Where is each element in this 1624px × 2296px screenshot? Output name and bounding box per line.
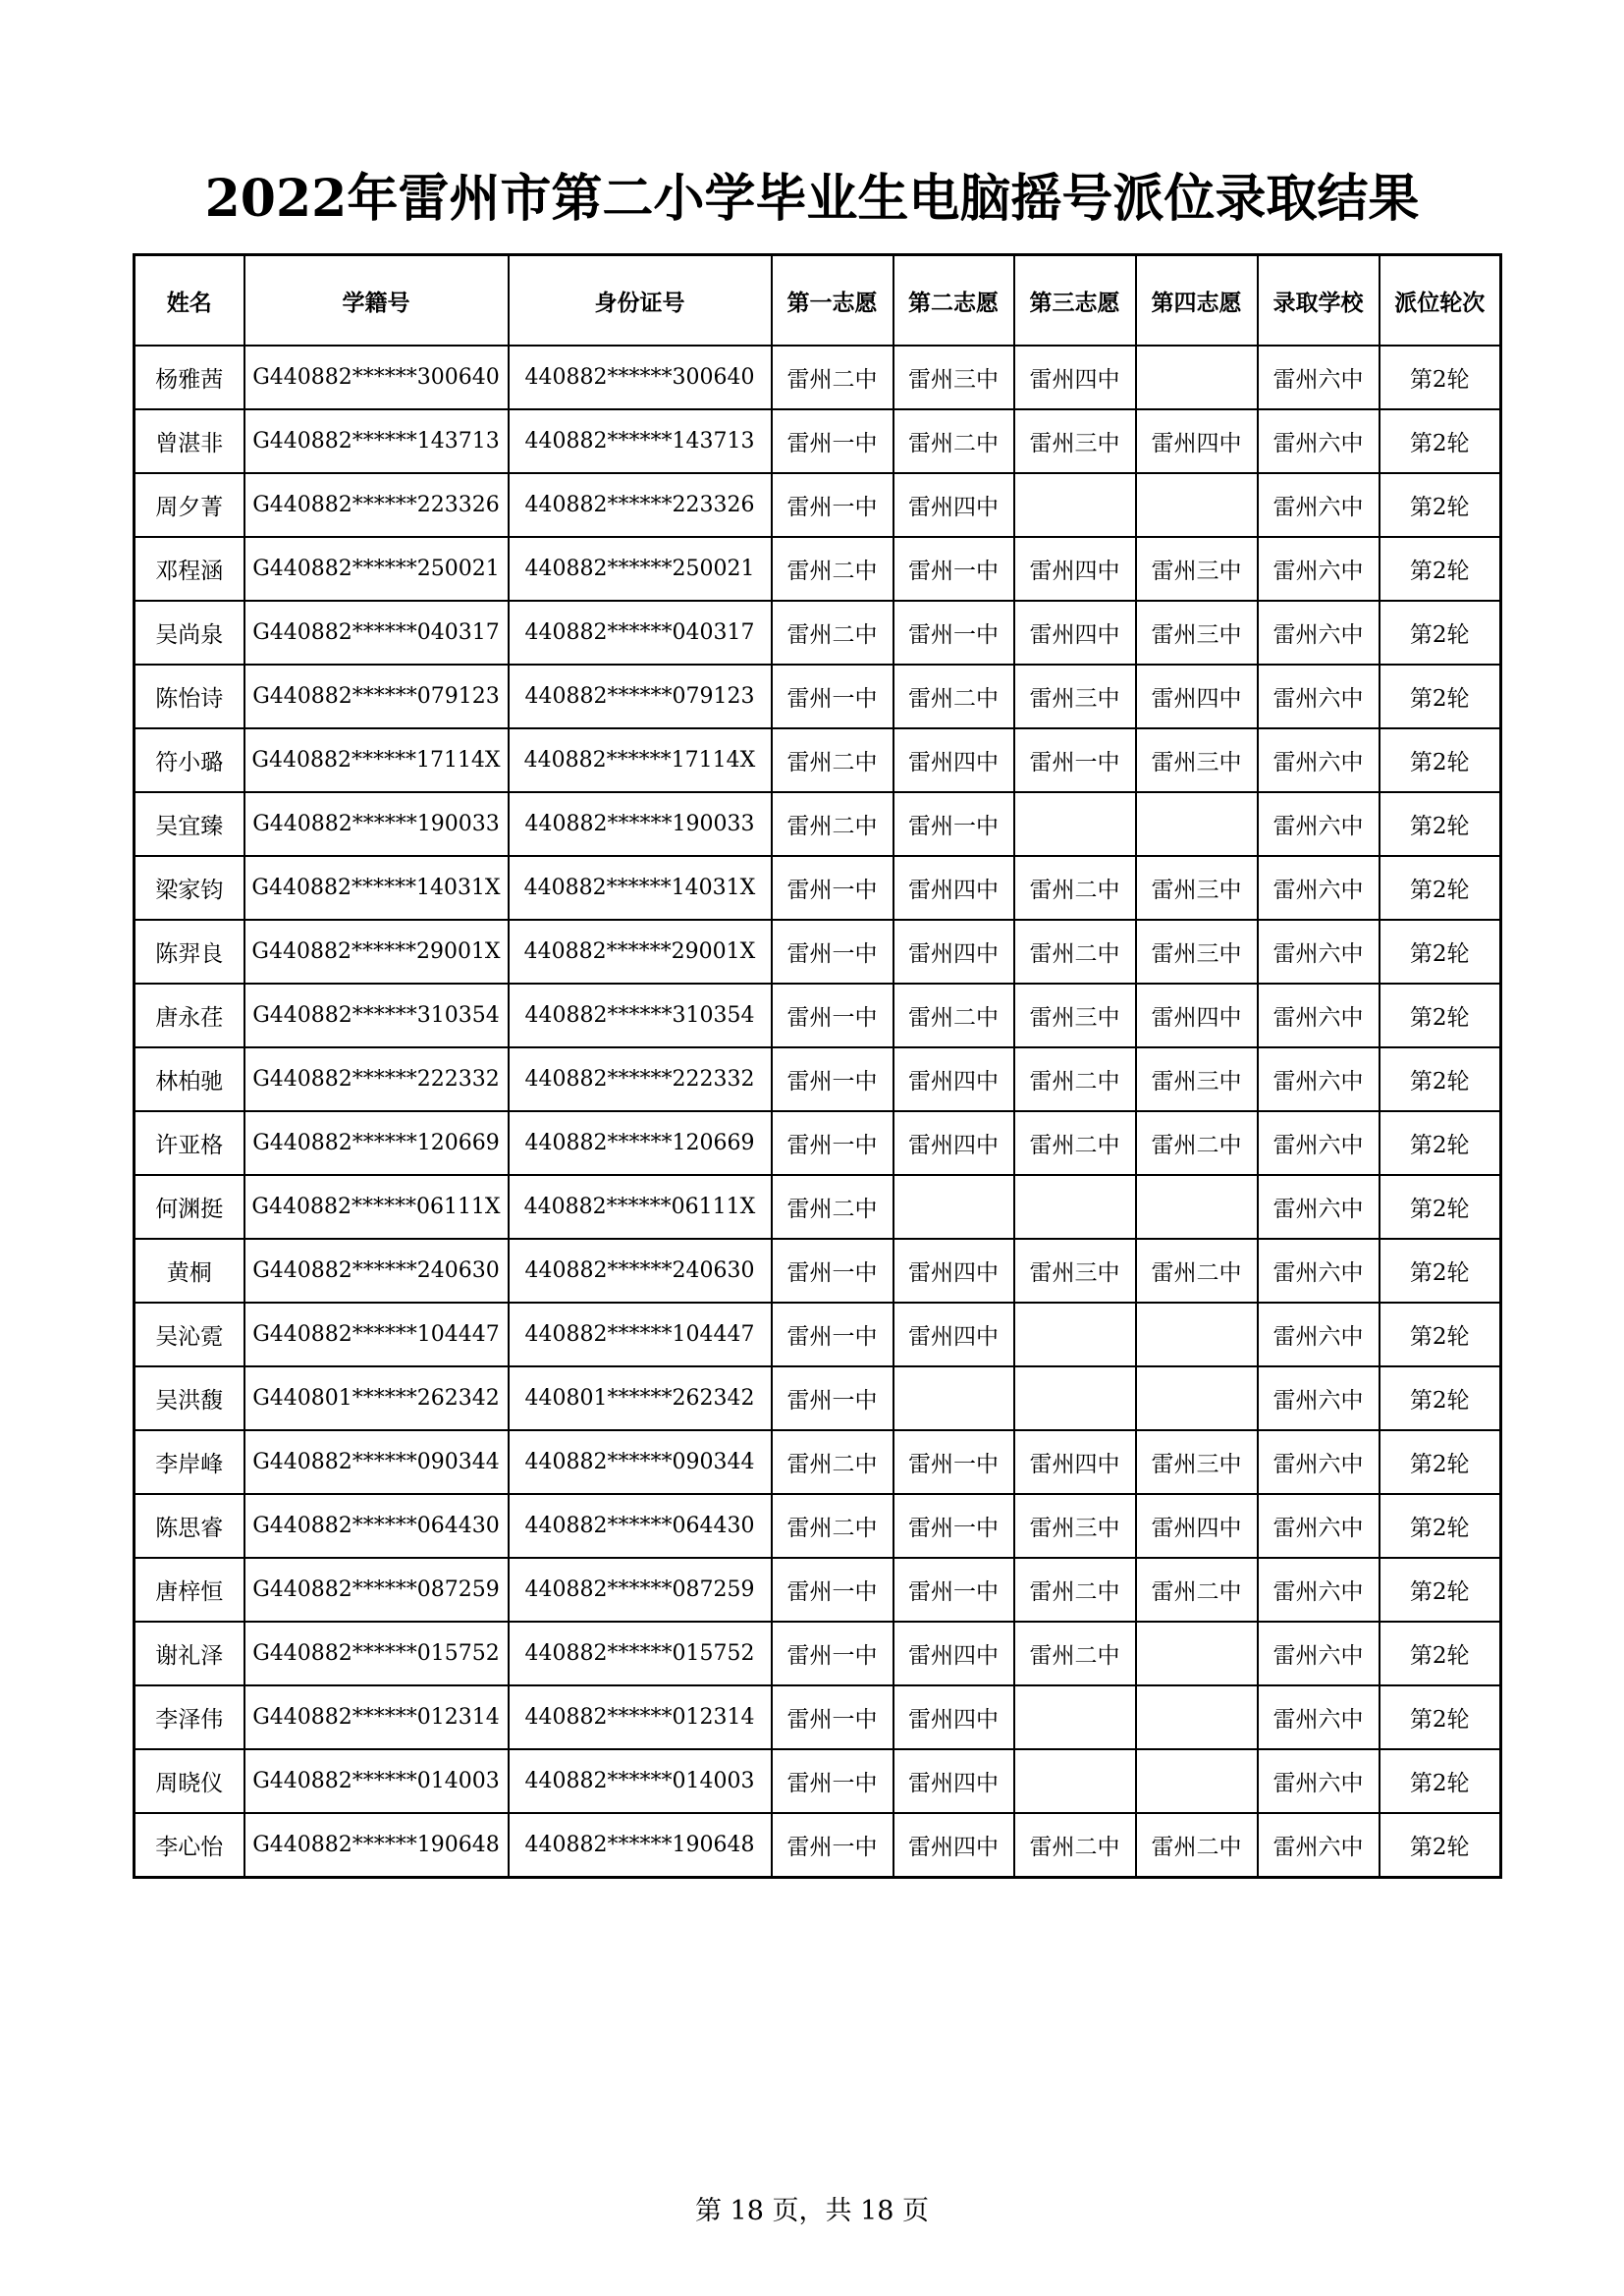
cell-admitted-school: 雷州六中 bbox=[1258, 984, 1380, 1047]
cell-choice-2: 雷州四中 bbox=[893, 1047, 1014, 1111]
cell-student-name: 陈怡诗 bbox=[135, 665, 244, 728]
cell-student-name: 许亚格 bbox=[135, 1111, 244, 1175]
cell-round: 第2轮 bbox=[1380, 1622, 1501, 1685]
admission-results-table bbox=[133, 253, 1502, 1879]
cell-choice-4 bbox=[1136, 1175, 1258, 1239]
cell-round: 第2轮 bbox=[1380, 537, 1501, 601]
cell-choice-4 bbox=[1136, 346, 1258, 409]
cell-admitted-school: 雷州六中 bbox=[1258, 1813, 1380, 1878]
cell-choice-4: 雷州二中 bbox=[1136, 1239, 1258, 1303]
cell-choice-1: 雷州二中 bbox=[772, 1494, 893, 1558]
cell-choice-1: 雷州二中 bbox=[772, 346, 893, 409]
cell-round: 第2轮 bbox=[1380, 1175, 1501, 1239]
cell-round: 第2轮 bbox=[1380, 1749, 1501, 1813]
cell-admitted-school: 雷州六中 bbox=[1258, 1749, 1380, 1813]
page-title: 2022年雷州市第二小学毕业生电脑摇号派位录取结果 bbox=[204, 169, 1420, 229]
cell-student-name: 李心怡 bbox=[135, 1813, 244, 1878]
cell-choice-4 bbox=[1136, 1303, 1258, 1366]
cell-choice-3: 雷州二中 bbox=[1014, 1813, 1136, 1878]
table-row bbox=[135, 1047, 1501, 1111]
cell-choice-1: 雷州一中 bbox=[772, 1558, 893, 1622]
cell-choice-1: 雷州一中 bbox=[772, 856, 893, 920]
cell-choice-3: 雷州一中 bbox=[1014, 728, 1136, 792]
cell-student-id: G440882******300640 bbox=[244, 346, 509, 409]
cell-choice-3: 雷州三中 bbox=[1014, 409, 1136, 473]
cell-choice-2: 雷州四中 bbox=[893, 1111, 1014, 1175]
header-choice-4: 第四志愿 bbox=[1136, 255, 1258, 347]
cell-choice-3: 雷州四中 bbox=[1014, 346, 1136, 409]
table-row bbox=[135, 856, 1501, 920]
cell-round: 第2轮 bbox=[1380, 1685, 1501, 1749]
cell-admitted-school: 雷州六中 bbox=[1258, 665, 1380, 728]
cell-id-card: 440882******17114X bbox=[509, 728, 772, 792]
cell-student-name: 唐永荏 bbox=[135, 984, 244, 1047]
cell-admitted-school: 雷州六中 bbox=[1258, 1303, 1380, 1366]
cell-admitted-school: 雷州六中 bbox=[1258, 1239, 1380, 1303]
cell-round: 第2轮 bbox=[1380, 665, 1501, 728]
cell-choice-3: 雷州二中 bbox=[1014, 1111, 1136, 1175]
cell-choice-4: 雷州二中 bbox=[1136, 1111, 1258, 1175]
cell-round: 第2轮 bbox=[1380, 1430, 1501, 1494]
cell-id-card: 440882******104447 bbox=[509, 1303, 772, 1366]
table-row bbox=[135, 473, 1501, 537]
cell-admitted-school: 雷州六中 bbox=[1258, 601, 1380, 665]
cell-student-id: G440882******087259 bbox=[244, 1558, 509, 1622]
cell-admitted-school: 雷州六中 bbox=[1258, 792, 1380, 856]
cell-choice-4: 雷州三中 bbox=[1136, 856, 1258, 920]
cell-round: 第2轮 bbox=[1380, 1303, 1501, 1366]
cell-id-card: 440882******06111X bbox=[509, 1175, 772, 1239]
cell-admitted-school: 雷州六中 bbox=[1258, 409, 1380, 473]
cell-student-name: 吴洪馥 bbox=[135, 1366, 244, 1430]
cell-student-name: 陈羿良 bbox=[135, 920, 244, 984]
cell-choice-2: 雷州四中 bbox=[893, 1239, 1014, 1303]
cell-round: 第2轮 bbox=[1380, 1111, 1501, 1175]
cell-round: 第2轮 bbox=[1380, 409, 1501, 473]
cell-choice-2: 雷州二中 bbox=[893, 984, 1014, 1047]
cell-student-name: 符小璐 bbox=[135, 728, 244, 792]
cell-id-card: 440882******250021 bbox=[509, 537, 772, 601]
cell-admitted-school: 雷州六中 bbox=[1258, 1111, 1380, 1175]
table-row bbox=[135, 346, 1501, 409]
cell-student-id: G440882******190648 bbox=[244, 1813, 509, 1878]
cell-student-id: G440882******223326 bbox=[244, 473, 509, 537]
cell-choice-3 bbox=[1014, 473, 1136, 537]
table-row bbox=[135, 1685, 1501, 1749]
cell-admitted-school: 雷州六中 bbox=[1258, 1494, 1380, 1558]
cell-id-card: 440882******014003 bbox=[509, 1749, 772, 1813]
cell-student-name: 黄桐 bbox=[135, 1239, 244, 1303]
cell-choice-3: 雷州四中 bbox=[1014, 537, 1136, 601]
cell-student-id: G440882******310354 bbox=[244, 984, 509, 1047]
cell-student-id: G440882******250021 bbox=[244, 537, 509, 601]
cell-round: 第2轮 bbox=[1380, 346, 1501, 409]
cell-student-id: G440882******17114X bbox=[244, 728, 509, 792]
cell-choice-3 bbox=[1014, 1749, 1136, 1813]
cell-choice-3 bbox=[1014, 1685, 1136, 1749]
cell-admitted-school: 雷州六中 bbox=[1258, 473, 1380, 537]
cell-choice-4 bbox=[1136, 473, 1258, 537]
cell-round: 第2轮 bbox=[1380, 1558, 1501, 1622]
cell-choice-2: 雷州四中 bbox=[893, 1685, 1014, 1749]
cell-choice-4: 雷州三中 bbox=[1136, 1047, 1258, 1111]
table-row bbox=[135, 1749, 1501, 1813]
cell-admitted-school: 雷州六中 bbox=[1258, 1430, 1380, 1494]
cell-choice-4: 雷州三中 bbox=[1136, 537, 1258, 601]
cell-student-name: 唐梓恒 bbox=[135, 1558, 244, 1622]
cell-student-name: 李岸峰 bbox=[135, 1430, 244, 1494]
cell-choice-2: 雷州四中 bbox=[893, 473, 1014, 537]
cell-id-card: 440882******143713 bbox=[509, 409, 772, 473]
cell-id-card: 440801******262342 bbox=[509, 1366, 772, 1430]
cell-student-id: G440882******015752 bbox=[244, 1622, 509, 1685]
header-choice-1: 第一志愿 bbox=[772, 255, 893, 347]
cell-student-id: G440801******262342 bbox=[244, 1366, 509, 1430]
cell-admitted-school: 雷州六中 bbox=[1258, 346, 1380, 409]
cell-choice-3: 雷州三中 bbox=[1014, 665, 1136, 728]
cell-round: 第2轮 bbox=[1380, 728, 1501, 792]
header-choice-3: 第三志愿 bbox=[1014, 255, 1136, 347]
table-row bbox=[135, 1622, 1501, 1685]
cell-id-card: 440882******079123 bbox=[509, 665, 772, 728]
cell-choice-4: 雷州三中 bbox=[1136, 1430, 1258, 1494]
cell-choice-2: 雷州四中 bbox=[893, 856, 1014, 920]
cell-choice-2: 雷州一中 bbox=[893, 1494, 1014, 1558]
cell-choice-1: 雷州一中 bbox=[772, 1111, 893, 1175]
table-row bbox=[135, 601, 1501, 665]
cell-student-name: 曾湛非 bbox=[135, 409, 244, 473]
cell-student-name: 吴宜臻 bbox=[135, 792, 244, 856]
cell-choice-1: 雷州一中 bbox=[772, 1303, 893, 1366]
cell-choice-1: 雷州一中 bbox=[772, 1366, 893, 1430]
cell-choice-2: 雷州四中 bbox=[893, 1303, 1014, 1366]
cell-choice-2: 雷州一中 bbox=[893, 1430, 1014, 1494]
cell-choice-2: 雷州四中 bbox=[893, 1813, 1014, 1878]
table-body bbox=[135, 346, 1501, 1878]
cell-choice-4 bbox=[1136, 1749, 1258, 1813]
cell-round: 第2轮 bbox=[1380, 1366, 1501, 1430]
cell-choice-3 bbox=[1014, 1366, 1136, 1430]
cell-student-id: G440882******190033 bbox=[244, 792, 509, 856]
cell-admitted-school: 雷州六中 bbox=[1258, 1175, 1380, 1239]
cell-round: 第2轮 bbox=[1380, 792, 1501, 856]
cell-choice-4: 雷州二中 bbox=[1136, 1558, 1258, 1622]
cell-choice-3 bbox=[1014, 1303, 1136, 1366]
table-row bbox=[135, 1558, 1501, 1622]
cell-choice-1: 雷州一中 bbox=[772, 1239, 893, 1303]
cell-student-id: G440882******040317 bbox=[244, 601, 509, 665]
table-row bbox=[135, 1366, 1501, 1430]
cell-choice-4 bbox=[1136, 1685, 1258, 1749]
table-row bbox=[135, 1111, 1501, 1175]
cell-student-name: 李泽伟 bbox=[135, 1685, 244, 1749]
cell-round: 第2轮 bbox=[1380, 1047, 1501, 1111]
cell-choice-3: 雷州二中 bbox=[1014, 856, 1136, 920]
cell-choice-2: 雷州二中 bbox=[893, 665, 1014, 728]
table-row bbox=[135, 1494, 1501, 1558]
cell-choice-1: 雷州一中 bbox=[772, 1685, 893, 1749]
cell-choice-3: 雷州二中 bbox=[1014, 1047, 1136, 1111]
table-row bbox=[135, 728, 1501, 792]
table-row bbox=[135, 537, 1501, 601]
cell-student-id: G440882******143713 bbox=[244, 409, 509, 473]
cell-id-card: 440882******040317 bbox=[509, 601, 772, 665]
table-row bbox=[135, 1175, 1501, 1239]
cell-round: 第2轮 bbox=[1380, 984, 1501, 1047]
cell-admitted-school: 雷州六中 bbox=[1258, 537, 1380, 601]
header-name: 姓名 bbox=[135, 255, 244, 347]
cell-id-card: 440882******120669 bbox=[509, 1111, 772, 1175]
cell-round: 第2轮 bbox=[1380, 1239, 1501, 1303]
table-row bbox=[135, 920, 1501, 984]
cell-choice-2: 雷州一中 bbox=[893, 601, 1014, 665]
cell-choice-4: 雷州三中 bbox=[1136, 601, 1258, 665]
cell-admitted-school: 雷州六中 bbox=[1258, 1622, 1380, 1685]
header-student-id: 学籍号 bbox=[244, 255, 509, 347]
cell-admitted-school: 雷州六中 bbox=[1258, 728, 1380, 792]
cell-choice-2 bbox=[893, 1366, 1014, 1430]
cell-student-id: G440882******014003 bbox=[244, 1749, 509, 1813]
cell-choice-3: 雷州三中 bbox=[1014, 984, 1136, 1047]
cell-admitted-school: 雷州六中 bbox=[1258, 1685, 1380, 1749]
cell-student-id: G440882******14031X bbox=[244, 856, 509, 920]
cell-choice-3: 雷州三中 bbox=[1014, 1494, 1136, 1558]
cell-choice-4: 雷州四中 bbox=[1136, 1494, 1258, 1558]
cell-admitted-school: 雷州六中 bbox=[1258, 1558, 1380, 1622]
cell-choice-3 bbox=[1014, 792, 1136, 856]
cell-choice-1: 雷州二中 bbox=[772, 792, 893, 856]
cell-student-id: G440882******012314 bbox=[244, 1685, 509, 1749]
cell-id-card: 440882******087259 bbox=[509, 1558, 772, 1622]
table-row bbox=[135, 792, 1501, 856]
cell-choice-4: 雷州三中 bbox=[1136, 920, 1258, 984]
cell-student-id: G440882******222332 bbox=[244, 1047, 509, 1111]
cell-round: 第2轮 bbox=[1380, 856, 1501, 920]
cell-choice-4: 雷州四中 bbox=[1136, 984, 1258, 1047]
cell-choice-2: 雷州四中 bbox=[893, 1749, 1014, 1813]
cell-round: 第2轮 bbox=[1380, 920, 1501, 984]
cell-round: 第2轮 bbox=[1380, 473, 1501, 537]
cell-choice-1: 雷州二中 bbox=[772, 1430, 893, 1494]
cell-student-id: G440882******29001X bbox=[244, 920, 509, 984]
cell-choice-4: 雷州四中 bbox=[1136, 409, 1258, 473]
cell-choice-1: 雷州二中 bbox=[772, 728, 893, 792]
cell-choice-2: 雷州四中 bbox=[893, 920, 1014, 984]
cell-choice-3: 雷州三中 bbox=[1014, 1239, 1136, 1303]
header-round: 派位轮次 bbox=[1380, 255, 1501, 347]
cell-choice-4 bbox=[1136, 1366, 1258, 1430]
cell-choice-1: 雷州一中 bbox=[772, 1622, 893, 1685]
cell-student-id: G440882******079123 bbox=[244, 665, 509, 728]
cell-choice-2: 雷州二中 bbox=[893, 409, 1014, 473]
cell-id-card: 440882******190648 bbox=[509, 1813, 772, 1878]
cell-round: 第2轮 bbox=[1380, 1813, 1501, 1878]
cell-choice-2: 雷州四中 bbox=[893, 728, 1014, 792]
cell-student-id: G440882******104447 bbox=[244, 1303, 509, 1366]
cell-id-card: 440882******090344 bbox=[509, 1430, 772, 1494]
cell-admitted-school: 雷州六中 bbox=[1258, 1047, 1380, 1111]
cell-student-name: 吴沁霓 bbox=[135, 1303, 244, 1366]
cell-student-name: 邓程涵 bbox=[135, 537, 244, 601]
cell-id-card: 440882******300640 bbox=[509, 346, 772, 409]
cell-choice-3: 雷州二中 bbox=[1014, 1558, 1136, 1622]
cell-id-card: 440882******064430 bbox=[509, 1494, 772, 1558]
cell-student-id: G440882******064430 bbox=[244, 1494, 509, 1558]
page-footer: 第 18 页，共 18 页 bbox=[694, 2196, 930, 2226]
cell-choice-1: 雷州一中 bbox=[772, 409, 893, 473]
cell-student-name: 何渊挺 bbox=[135, 1175, 244, 1239]
cell-student-name: 周晓仪 bbox=[135, 1749, 244, 1813]
header-id-card: 身份证号 bbox=[509, 255, 772, 347]
cell-choice-4: 雷州二中 bbox=[1136, 1813, 1258, 1878]
cell-admitted-school: 雷州六中 bbox=[1258, 1366, 1380, 1430]
cell-choice-3: 雷州二中 bbox=[1014, 920, 1136, 984]
cell-student-name: 陈思睿 bbox=[135, 1494, 244, 1558]
cell-choice-1: 雷州一中 bbox=[772, 984, 893, 1047]
table-header-row bbox=[135, 255, 1501, 347]
table-row bbox=[135, 1430, 1501, 1494]
cell-choice-1: 雷州一中 bbox=[772, 1813, 893, 1878]
cell-student-id: G440882******120669 bbox=[244, 1111, 509, 1175]
cell-choice-2 bbox=[893, 1175, 1014, 1239]
cell-choice-4: 雷州四中 bbox=[1136, 665, 1258, 728]
table-row bbox=[135, 409, 1501, 473]
cell-student-name: 林柏驰 bbox=[135, 1047, 244, 1111]
cell-id-card: 440882******240630 bbox=[509, 1239, 772, 1303]
cell-choice-4 bbox=[1136, 792, 1258, 856]
table-row bbox=[135, 1239, 1501, 1303]
cell-choice-1: 雷州二中 bbox=[772, 537, 893, 601]
cell-id-card: 440882******29001X bbox=[509, 920, 772, 984]
table-row bbox=[135, 665, 1501, 728]
cell-choice-2: 雷州一中 bbox=[893, 792, 1014, 856]
cell-student-name: 谢礼泽 bbox=[135, 1622, 244, 1685]
cell-student-id: G440882******240630 bbox=[244, 1239, 509, 1303]
cell-student-name: 周夕菁 bbox=[135, 473, 244, 537]
cell-student-id: G440882******090344 bbox=[244, 1430, 509, 1494]
cell-choice-1: 雷州二中 bbox=[772, 1175, 893, 1239]
table-row bbox=[135, 1303, 1501, 1366]
cell-admitted-school: 雷州六中 bbox=[1258, 856, 1380, 920]
cell-choice-2: 雷州四中 bbox=[893, 1622, 1014, 1685]
cell-choice-1: 雷州一中 bbox=[772, 473, 893, 537]
cell-round: 第2轮 bbox=[1380, 601, 1501, 665]
table-row bbox=[135, 1813, 1501, 1878]
cell-admitted-school: 雷州六中 bbox=[1258, 920, 1380, 984]
cell-choice-1: 雷州二中 bbox=[772, 601, 893, 665]
cell-choice-2: 雷州一中 bbox=[893, 1558, 1014, 1622]
cell-choice-2: 雷州三中 bbox=[893, 346, 1014, 409]
cell-choice-1: 雷州一中 bbox=[772, 665, 893, 728]
cell-choice-1: 雷州一中 bbox=[772, 1047, 893, 1111]
cell-choice-3: 雷州四中 bbox=[1014, 1430, 1136, 1494]
cell-id-card: 440882******223326 bbox=[509, 473, 772, 537]
cell-id-card: 440882******310354 bbox=[509, 984, 772, 1047]
cell-choice-1: 雷州一中 bbox=[772, 920, 893, 984]
table-row bbox=[135, 984, 1501, 1047]
cell-choice-2: 雷州一中 bbox=[893, 537, 1014, 601]
cell-choice-1: 雷州一中 bbox=[772, 1749, 893, 1813]
header-choice-2: 第二志愿 bbox=[893, 255, 1014, 347]
cell-student-id: G440882******06111X bbox=[244, 1175, 509, 1239]
cell-student-name: 梁家钧 bbox=[135, 856, 244, 920]
cell-round: 第2轮 bbox=[1380, 1494, 1501, 1558]
cell-id-card: 440882******222332 bbox=[509, 1047, 772, 1111]
cell-choice-4: 雷州三中 bbox=[1136, 728, 1258, 792]
cell-id-card: 440882******190033 bbox=[509, 792, 772, 856]
cell-choice-3: 雷州四中 bbox=[1014, 601, 1136, 665]
cell-choice-3 bbox=[1014, 1175, 1136, 1239]
cell-id-card: 440882******14031X bbox=[509, 856, 772, 920]
cell-choice-4 bbox=[1136, 1622, 1258, 1685]
header-admitted-school: 录取学校 bbox=[1258, 255, 1380, 347]
cell-id-card: 440882******015752 bbox=[509, 1622, 772, 1685]
cell-choice-3: 雷州二中 bbox=[1014, 1622, 1136, 1685]
cell-id-card: 440882******012314 bbox=[509, 1685, 772, 1749]
cell-student-name: 杨雅茜 bbox=[135, 346, 244, 409]
cell-student-name: 吴尚泉 bbox=[135, 601, 244, 665]
